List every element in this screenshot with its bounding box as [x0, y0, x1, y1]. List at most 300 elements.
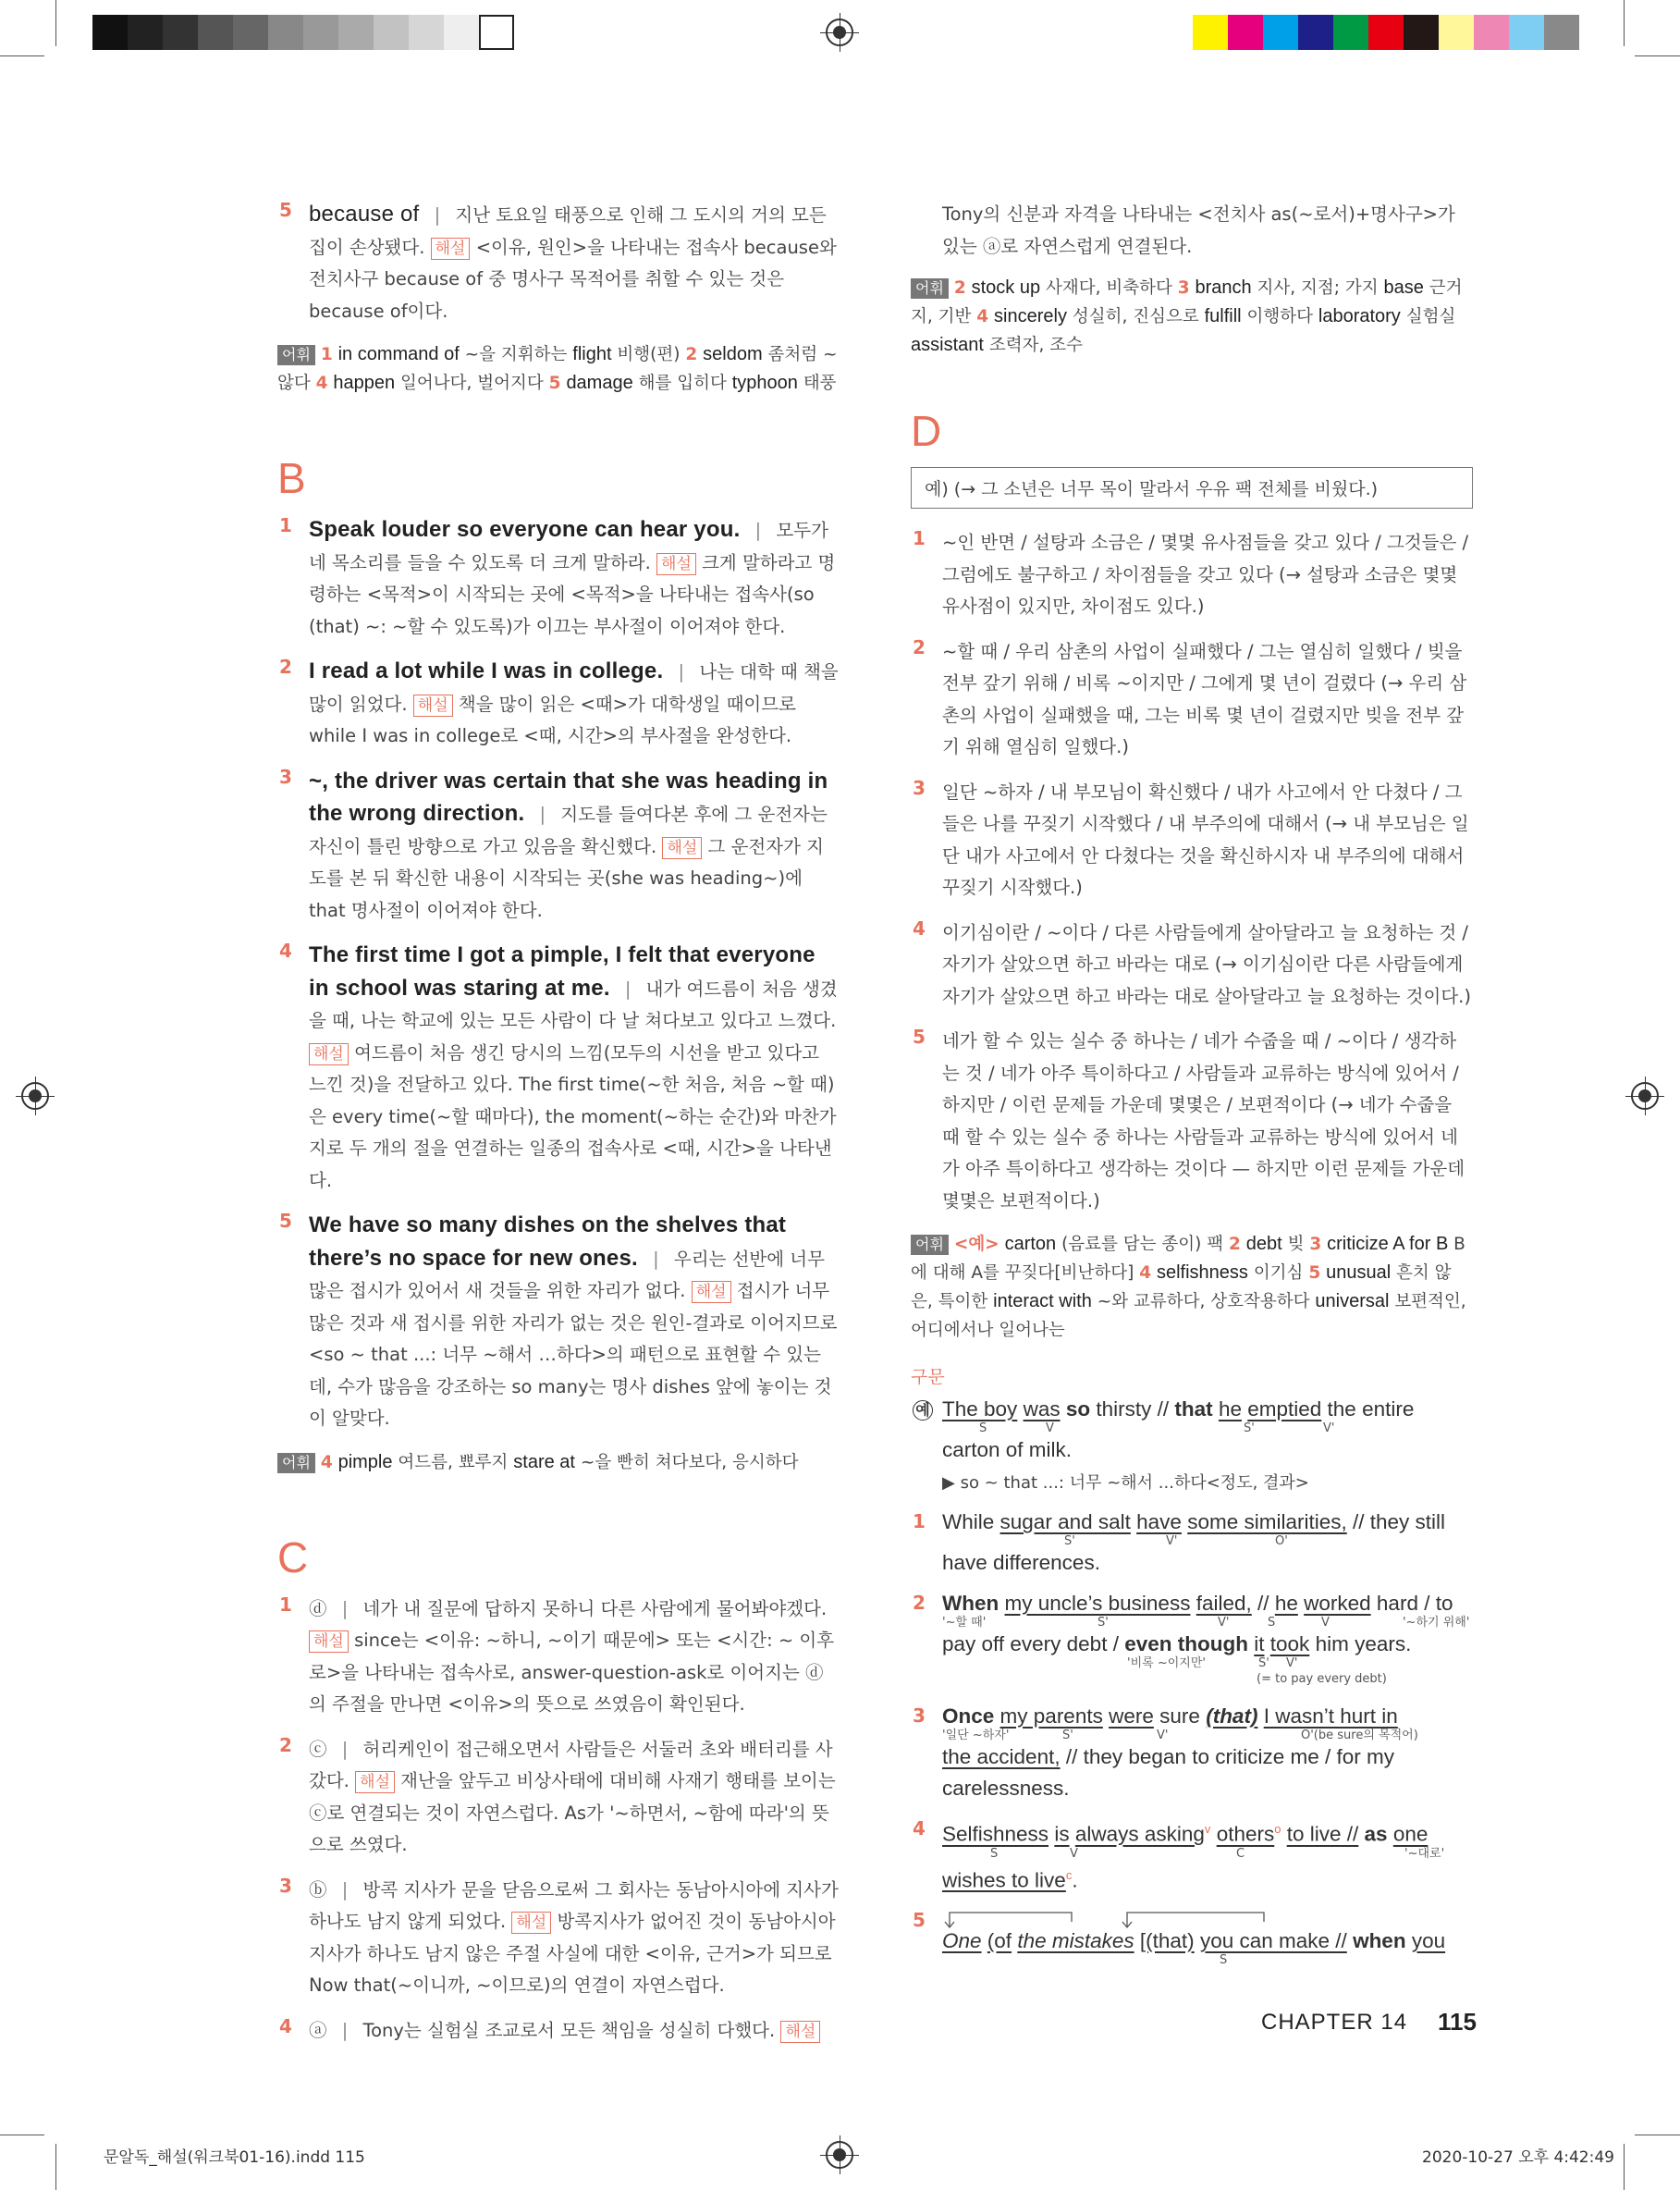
- example-mark: 예: [913, 1400, 933, 1421]
- vocab-def: 근거지, 기반: [911, 278, 1463, 326]
- swatch: [1474, 15, 1509, 50]
- syntax-word: the accident,: [942, 1745, 1061, 1768]
- translation: 네가 내 질문에 답하지 못하니 다른 사람에게 물어봐야겠다.: [362, 1597, 828, 1619]
- vocab-def: 지사, 지점; 가지: [1257, 278, 1379, 298]
- answer-c4: [277, 2015, 840, 2048]
- vocab-block-a: [277, 340, 840, 398]
- vocab-def: 태풍: [803, 374, 837, 393]
- object-mark: O'(be sure의 목적어): [1301, 1729, 1418, 1742]
- swatch: [338, 15, 374, 50]
- vocab-number: 2: [953, 278, 966, 298]
- vocab-tag: 어휘: [277, 1453, 315, 1473]
- explanation-tag: 해설: [309, 1630, 349, 1653]
- annotation-note: '~할 때': [942, 1616, 987, 1630]
- registration-mark: [21, 1082, 49, 1110]
- vocab-term: stare at: [513, 1451, 575, 1472]
- answer-b4: [277, 940, 840, 1197]
- annotation-note: '~대로': [1404, 1846, 1445, 1861]
- explanation: since는 <이유: ~하니, ~이기 때문에> 또는 <시간: ~ 이후로>을 나타내는 접속사로, answer-question-ask로 이어지는 ⓓ의 주절을 만나면 <이유>의 뜻으로 쓰였음이 확인된다.: [309, 1630, 835, 1715]
- vocab-def: (음료를 담는 종이) 팩: [1061, 1235, 1224, 1254]
- syntax-word: wishes to live: [942, 1868, 1066, 1891]
- vocab-term: criticize A for B: [1327, 1234, 1449, 1254]
- explanation: 여드름이 처음 생긴 당시의 느낌(모두의 시선을 받고 있다고 느낀 것)을 전달하고 있다. The first time(~한 처음, 처음 ~할 때)은 every time(~할 때마다), the moment(~하는 순간)와 마찬가지로 두 개의 절을 연결하는 일종의 접속사로 <때, 시간>을 나타낸다.: [309, 1041, 837, 1191]
- vocab-term: carton: [1004, 1234, 1057, 1254]
- registration-mark: [826, 2141, 853, 2169]
- divider: |: [341, 2019, 349, 2041]
- answer-text: [309, 766, 840, 928]
- syntax-word: my uncle’s business: [1004, 1592, 1191, 1615]
- divider: |: [678, 661, 685, 683]
- answer-english: because of: [309, 202, 420, 227]
- syntax-word: the entire: [1327, 1397, 1415, 1421]
- syntax-word: to live //: [1286, 1822, 1359, 1846]
- answer-d5: [911, 1026, 1473, 1217]
- item-number: 2: [913, 1592, 926, 1614]
- syntax-word: some similarities,: [1187, 1510, 1347, 1533]
- swatch: [374, 15, 409, 50]
- answer-text: [309, 2015, 840, 2048]
- verb-mark: V': [1286, 1656, 1298, 1670]
- section-heading-d: D: [911, 407, 942, 455]
- chapter-label: CHAPTER 14: [1261, 2010, 1408, 2035]
- swatch: [233, 15, 268, 50]
- syntax-line: [942, 1632, 1473, 1656]
- syntax-word: (that): [1206, 1704, 1258, 1728]
- item-number: 5: [913, 1026, 926, 1048]
- explanation: 재난을 앞두고 비상사태에 대비해 사재기 행태를 보이는 ⓒ로 연결되는 것이 자연스럽다. As가 '~하면서, ~함에 따라'의 뜻으로 쓰였다.: [309, 1770, 836, 1855]
- crop-mark: [1635, 55, 1680, 56]
- vocab-number: 4: [1139, 1263, 1152, 1283]
- swatch: [1193, 15, 1228, 50]
- syntax-line: [942, 1817, 1473, 1847]
- swatch: [303, 15, 338, 50]
- syntax-word: The boy: [942, 1397, 1018, 1421]
- answer-choice: ⓓ: [309, 1597, 327, 1619]
- syntax-item-5: [911, 1909, 1473, 1970]
- explanation-tag: 해설: [413, 695, 453, 717]
- syntax-word: the mistakes: [1017, 1929, 1134, 1952]
- answer-english: We have so many dishes on the shelves that there’s no space for new ones.: [309, 1212, 787, 1271]
- section-heading-b: B: [277, 454, 306, 502]
- vocab-def: 좀처럼 ~ 않다: [277, 345, 838, 393]
- item-number: 1: [279, 514, 292, 536]
- swatch: [1439, 15, 1474, 50]
- vocab-term: sincerely: [994, 306, 1067, 326]
- swatch: [444, 15, 479, 50]
- vocab-term: typhoon: [731, 373, 798, 393]
- vocab-term: flight: [572, 344, 612, 364]
- syntax-line: wishes to live$^c$.: [942, 1867, 1078, 1891]
- vocab-term: selfishness: [1156, 1262, 1248, 1283]
- swatch: [163, 15, 198, 50]
- answer-english: The first time I got a pimple, I felt that everyone in school was staring at me.: [309, 942, 815, 1001]
- syntax-word: [(that): [1139, 1929, 1195, 1952]
- syntax-word: worked: [1304, 1592, 1371, 1615]
- syntax-word: he: [1218, 1397, 1242, 1421]
- vocab-def: 여드름, 뾰루지: [398, 1452, 509, 1472]
- syntax-word: Selfishness: [942, 1822, 1049, 1846]
- subject-mark: S': [1062, 1729, 1073, 1742]
- syntax-word: my parents: [999, 1704, 1103, 1728]
- explanation-continued: Tony의 신분과 자격을 나타내는 <전치사 as(~로서)+명사구>가 있는 ⓐ로 자연스럽게 연결된다.: [942, 203, 1455, 257]
- vocab-term: interact with: [993, 1291, 1092, 1311]
- vocab-number: 4: [315, 374, 328, 393]
- item-number: 1: [279, 1593, 292, 1616]
- vocab-number: 4: [320, 1452, 333, 1472]
- annotation-note: '비록 ~이지만': [1127, 1656, 1206, 1670]
- explanation: 크게 말하라고 명령하는 <목적>이 시작되는 곳에 <목적>을 나타내는 접속사(so (that) ~: ~할 수 있도록)가 이끄는 부사절이 이어져야 한다.: [309, 551, 836, 637]
- syntax-item-2: [911, 1592, 1473, 1688]
- vocab-term: unusual: [1326, 1262, 1392, 1283]
- syntax-word: failed,: [1196, 1592, 1252, 1615]
- answer-a5: [277, 199, 840, 327]
- syntax-word: is: [1054, 1822, 1070, 1846]
- syntax-word: so: [1065, 1397, 1091, 1421]
- syntax-line: have differences.: [942, 1551, 1100, 1574]
- syntax-annotation: [942, 1616, 1473, 1632]
- syntax-word: thirsty //: [1096, 1397, 1170, 1421]
- syntax-annotation: [942, 1421, 1473, 1438]
- syntax-word: took: [1269, 1632, 1310, 1655]
- translation: 모두가 네 목소리를 들을 수 있도록 더 크게 말하라.: [309, 520, 828, 573]
- swatch: [1404, 15, 1439, 50]
- vocab-term: branch: [1195, 277, 1252, 298]
- vocab-term: stock up: [971, 277, 1041, 298]
- vocab-term: base: [1383, 277, 1424, 298]
- verb-mark: V': [1323, 1421, 1335, 1435]
- answer-text: [309, 656, 840, 753]
- registration-mark: [1631, 1082, 1659, 1110]
- syntax-word: him years.: [1315, 1632, 1412, 1655]
- verb-mark: V': [1166, 1534, 1178, 1548]
- answer-text: [309, 199, 840, 327]
- annotation-note: '일단 ~하자': [942, 1729, 1010, 1742]
- vocab-def: 이행하다: [1246, 307, 1313, 326]
- syntax-annotation: [942, 1534, 1473, 1551]
- syntax-annotation: [942, 1953, 1473, 1970]
- answer-d1: [911, 527, 1473, 623]
- vocab-number: 1: [320, 345, 333, 364]
- swatch: [409, 15, 444, 50]
- vocab-def: 조력자, 조수: [988, 336, 1083, 355]
- vocab-number: 2: [685, 345, 698, 364]
- syntax-item-4: [911, 1817, 1473, 1892]
- syntax-word: hard / to: [1376, 1592, 1453, 1615]
- divider: |: [341, 1597, 349, 1619]
- answer-text: [309, 1593, 840, 1721]
- vocab-block-b: [277, 1448, 840, 1477]
- arrow-line: [950, 1913, 1072, 1927]
- divider: |: [653, 1248, 659, 1270]
- item-number: 5: [279, 199, 292, 221]
- section-heading-c: C: [277, 1532, 309, 1581]
- vocab-term: assistant: [911, 335, 984, 355]
- object-mark: O': [1275, 1534, 1288, 1548]
- answer-text: 일단 ~하자 / 내 부모님이 확신했다 / 내가 사고에서 안 다쳤다 / 그들은 나를 꾸짖기 시작했다 / 내 부주의에 대해서 (→ 내 부모님은 일단 내가 사고에서 안 다쳤다는 것을 확신하시자 내 부주의에 대해서 꾸짖기 시작했다.): [942, 781, 1469, 898]
- crop-mark: [55, 2144, 56, 2190]
- complement-superscript: c: [1065, 1867, 1073, 1882]
- verb-mark: V: [1321, 1616, 1330, 1630]
- crop-mark: [1624, 0, 1625, 46]
- vocab-def: ~을 빤히 쳐다보다, 응시하다: [580, 1452, 799, 1472]
- syntax-word: // they began to criticize me / for my: [1065, 1745, 1394, 1768]
- answer-choice: ⓑ: [309, 1878, 327, 1901]
- translation: 방콕 지사가 문을 닫음으로써 그 회사는 동남아시아에 지사가 하나도 남지 않게 되었다.: [309, 1878, 839, 1932]
- subject-mark: S: [990, 1846, 999, 1861]
- swatch: [268, 15, 303, 50]
- explanation-tag: 해설: [692, 1281, 731, 1303]
- syntax-line: [942, 1929, 1473, 1953]
- syntax-word: While: [942, 1510, 995, 1533]
- answer-text: 이기심이란 / ~이다 / 다른 사람들에게 살아달라고 늘 요청하는 것 / 자기가 살았으면 하고 바라는 대로 (→ 이기심이란 다른 사람들에게 자기가 살았으면 하고 바라는 대로 살아달라고 늘 요청하는 것이다.): [942, 921, 1471, 1007]
- syntax-annotation: [942, 1656, 1473, 1688]
- vocab-def: 성실히, 진심으로: [1072, 307, 1199, 326]
- syntax-word: it: [1254, 1632, 1265, 1655]
- syntax-word: even though: [1124, 1632, 1248, 1655]
- vocab-def: 흔치 않은, 특이한: [911, 1263, 1452, 1311]
- answer-choice: ⓒ: [309, 1738, 327, 1760]
- explanation: 방콕지사가 없어진 것이 동남아시아 지사가 하나도 남지 않은 주절 사실에 대한 <이유, 근거>가 되므로 Now that(~이니까, ~이므로)의 연결이 자연스럽다.: [309, 1911, 836, 1996]
- item-number: 2: [913, 635, 926, 658]
- swatch: [198, 15, 233, 50]
- translation: 지난 토요일 태풍으로 인해 그 도시의 거의 모든 집이 손상됐다.: [309, 204, 827, 258]
- left-column: [277, 199, 840, 2060]
- vocab-number: 3: [1309, 1235, 1322, 1254]
- syntax-word: sugar and salt: [999, 1510, 1131, 1533]
- explanation: 책을 많이 읽은 <때>가 대학생일 때이므로 while I was in college로 <때, 시간>의 부사절을 완성한다.: [309, 693, 796, 746]
- swatch: [1509, 15, 1544, 50]
- syntax-word: when: [1353, 1929, 1406, 1952]
- subject-mark: S': [1244, 1421, 1255, 1435]
- syntax-heading: 구문: [911, 1367, 945, 1387]
- answer-b1: [277, 514, 840, 643]
- subject-mark: S: [979, 1421, 987, 1435]
- answer-b2: [277, 656, 840, 753]
- item-number: 4: [913, 1817, 926, 1839]
- syntax-word: sure: [1159, 1704, 1200, 1728]
- vocab-term: laboratory: [1318, 306, 1401, 326]
- vocab-def: 사재다, 비축하다: [1045, 278, 1172, 298]
- answer-text: [309, 1210, 840, 1435]
- item-number: 3: [913, 776, 926, 799]
- swatch: [92, 15, 128, 50]
- syntax-word: pay off every debt /: [942, 1632, 1119, 1655]
- verb-superscript: v: [1204, 1822, 1211, 1836]
- subject-mark: S': [1098, 1616, 1109, 1630]
- object-superscript: o: [1274, 1822, 1281, 1836]
- syntax-word: (of: [987, 1929, 1012, 1952]
- divider: |: [539, 804, 546, 825]
- vocab-def: 일어나다, 벌어지다: [400, 374, 544, 393]
- syntax-word: // they still: [1353, 1510, 1446, 1533]
- answer-c2: [277, 1734, 840, 1862]
- vocab-def: ~와 교류하다, 상호작용하다: [1097, 1292, 1310, 1311]
- subject-mark: S: [1268, 1616, 1276, 1630]
- syntax-word: you can make //: [1199, 1929, 1347, 1952]
- translation: 나는 대학 때 책을 많이 읽었다.: [309, 661, 839, 715]
- annotation-note: (= to pay every debt): [1257, 1672, 1387, 1686]
- syntax-item-1: [911, 1510, 1473, 1575]
- vocab-def: ~을 지휘하는: [464, 345, 568, 364]
- item-number: 4: [913, 917, 926, 940]
- divider: |: [341, 1878, 349, 1901]
- answer-d3: [911, 777, 1473, 904]
- syntax-word: one: [1392, 1822, 1429, 1846]
- vocab-def: 빚: [1287, 1235, 1305, 1254]
- explanation-tag: 해설: [662, 837, 702, 859]
- subject-mark: S: [1220, 1953, 1228, 1967]
- translation: 허리케인이 접근해오면서 사람들은 서둘러 초와 배터리를 사 갔다.: [309, 1738, 833, 1791]
- example-box: 예) (→ 그 소년은 너무 목이 말라서 우유 팩 전체를 비웠다.): [911, 467, 1473, 509]
- item-number: 3: [913, 1704, 926, 1727]
- verb-mark: V': [1157, 1729, 1169, 1742]
- vocab-tag: 어휘: [277, 345, 315, 365]
- answer-text: ~인 반면 / 설탕과 소금은 / 몇몇 유사점들을 갖고 있다 / 그것들은 / 그럼에도 불구하고 / 차이점들을 갖고 있다 (→ 설탕과 소금은 몇몇 유사점이 있지만, 차이점도 있다.): [942, 532, 1469, 617]
- vocab-number: <예>: [953, 1235, 999, 1254]
- vocab-def: B에 대해 A를 꾸짖다[비난하다]: [911, 1235, 1465, 1283]
- syntax-word: others: [1216, 1822, 1275, 1846]
- syntax-word: One: [942, 1929, 982, 1952]
- swatch: [1298, 15, 1333, 50]
- vocab-term: in command of: [337, 344, 460, 364]
- crop-mark: [0, 55, 44, 56]
- syntax-word: Once: [942, 1704, 995, 1728]
- syntax-word: was: [1023, 1397, 1061, 1421]
- syntax-word: were: [1109, 1704, 1154, 1728]
- answer-english: ~, the driver was certain that she was heading in the wrong direction.: [309, 768, 828, 826]
- item-number: 2: [279, 1733, 292, 1756]
- vocab-def: 해를 입히다: [638, 374, 727, 393]
- answer-text: [309, 940, 840, 1197]
- syntax-word: as: [1364, 1822, 1388, 1846]
- swatch: [1544, 15, 1579, 50]
- divider: |: [624, 978, 632, 1000]
- translation: 내가 여드름이 처음 생겼을 때, 나는 학교에 있는 모든 사람이 다 날 쳐다보고 있다고 느꼈다.: [309, 978, 838, 1031]
- syntax-line: [942, 1745, 1473, 1769]
- answer-english: I read a lot while I was in college.: [309, 658, 664, 683]
- item-number: 4: [279, 2014, 292, 2037]
- answer-d2: [911, 636, 1473, 764]
- vocab-block-d: [911, 1230, 1473, 1345]
- explanation: 접시가 너무 많은 것과 새 접시를 위한 자리가 없는 것은 원인-결과로 이어지므로 <so ~ that ...: 너무 ~해서 …하다>의 패턴으로 표현할 수 있는데, 수가 많음을 강조하는 so many는 명사 dishes 앞에 놓이는 것이 알맞다.: [309, 1280, 838, 1429]
- syntax-word: he: [1274, 1592, 1298, 1615]
- answer-text: [309, 1734, 840, 1862]
- vocab-def: 이기심: [1253, 1263, 1304, 1283]
- swatch: [479, 15, 514, 50]
- translation: 지도를 들여다본 후에 그 운전자는 자신이 틀린 방향으로 가고 있음을 확신했다.: [309, 804, 828, 857]
- syntax-word: have: [1136, 1510, 1182, 1533]
- vocab-number: 3: [1177, 278, 1190, 298]
- item-number: 3: [279, 765, 292, 788]
- vocab-number: 5: [548, 374, 561, 393]
- answer-text: [309, 514, 840, 643]
- answer-text: ~할 때 / 우리 삼촌의 사업이 실패했다 / 그는 열심히 일했다 / 빚을 전부 갚기 위해 / 비록 ~이지만 / 그에게 몇 년이 걸렸다 (→ 우리 삼촌의 사업이 실패했을 때, 그는 비록 몇 년이 걸렸지만 빚을 전부 갚기 위해 열심히 일했다.): [942, 640, 1467, 757]
- item-number: 5: [279, 1210, 292, 1232]
- answer-b3: [277, 766, 840, 928]
- complement-mark: C: [1236, 1846, 1245, 1861]
- divider: |: [434, 204, 441, 226]
- syntax-line: [942, 1510, 1473, 1534]
- answer-d4: [911, 917, 1473, 1014]
- subject-mark: S': [1064, 1534, 1075, 1548]
- subject-mark: S': [1258, 1656, 1269, 1670]
- explanation-tag: 해설: [656, 553, 696, 575]
- explanation-tag: 해설: [309, 1043, 349, 1065]
- syntax-line: [942, 1704, 1473, 1729]
- vocab-term: universal: [1315, 1291, 1390, 1311]
- divider: |: [754, 520, 762, 541]
- syntax-item-3: [911, 1704, 1473, 1801]
- registration-mark: [826, 18, 853, 46]
- vocab-term: seldom: [703, 344, 763, 364]
- vocab-number: 4: [976, 307, 989, 326]
- answer-c1: [277, 1593, 840, 1721]
- vocab-block-c: [911, 274, 1473, 360]
- syntax-annotation: [942, 1847, 1473, 1864]
- syntax-annotation: [942, 1729, 1473, 1745]
- syntax-word: always asking: [1074, 1822, 1205, 1846]
- explanation-tag: 해설: [355, 1771, 395, 1793]
- right-column: [911, 199, 1473, 1987]
- vocab-tag: 어휘: [911, 1235, 949, 1255]
- syntax-word: emptied: [1247, 1397, 1322, 1421]
- explanation: <이유, 원인>을 나타내는 접속사 because와 전치사구 because of 중 명사구 목적어를 취할 수 있는 것은 because of이다.: [309, 236, 837, 322]
- item-number: 5: [913, 1909, 926, 1931]
- arrow-line: [1127, 1913, 1264, 1927]
- divider: |: [341, 1738, 349, 1760]
- syntax-word: When: [942, 1592, 999, 1615]
- syntax-line: carelessness.: [942, 1777, 1070, 1800]
- syntax-line: carton of milk.: [942, 1438, 1073, 1461]
- swatch: [1263, 15, 1298, 50]
- syntax-line: [942, 1397, 1473, 1421]
- vocab-number: 5: [1308, 1263, 1321, 1283]
- explanation: 그 운전자가 지도를 본 뒤 확신한 내용이 시작되는 곳(she was heading~)에 that 명사절이 이어져야 한다.: [309, 835, 824, 921]
- vocab-term: damage: [566, 373, 633, 393]
- item-number: 2: [279, 656, 292, 678]
- vocab-def: 보편적인, 어디에서나 일어나는: [911, 1292, 1466, 1340]
- translation: 우리는 선반에 너무 많은 접시가 있어서 새 것들을 위한 자리가 없다.: [309, 1248, 825, 1301]
- answer-b5: [277, 1210, 840, 1435]
- translation: Tony는 실험실 조교로서 모든 책임을 성실히 다했다.: [362, 2019, 776, 2041]
- crop-mark: [1624, 2144, 1625, 2190]
- explanation-tag: 해설: [431, 238, 471, 260]
- swatch: [128, 15, 163, 50]
- answer-c3: [277, 1875, 840, 2002]
- item-number: 1: [913, 1510, 926, 1532]
- vocab-number: 2: [1229, 1235, 1241, 1254]
- vocab-def: 실험실: [1405, 307, 1456, 326]
- verb-mark: V': [1218, 1616, 1230, 1630]
- syntax-example: [911, 1397, 1473, 1494]
- answer-text: 네가 할 수 있는 실수 중 하나는 / 네가 수줍을 때 / ~이다 / 생각하는 것 / 네가 아주 특이하다고 / 사람들과 교류하는 방식에 있어서 / 하지만 / 이런 문제들 가운데 몇몇은 / 보편적이다 (→ 네가 수줍을 때 할 수 있는 실수 중 하나는 사람들과 교류하는 방식에 있어서 네가 아주 특이하다고 생각하는 것이다 — 하지만 이런 문제들 가운데 몇몇은 보편적이다.): [942, 1030, 1465, 1212]
- annotation-note: '~하기 위해': [1403, 1616, 1470, 1630]
- answer-english: Speak louder so everyone can hear you.: [309, 517, 741, 542]
- syntax-word: I wasn’t hurt in: [1263, 1704, 1398, 1728]
- swatch: [1333, 15, 1368, 50]
- vocab-term: fulfill: [1204, 306, 1242, 326]
- syntax-word: //: [1257, 1592, 1269, 1615]
- modifier-arrows: [942, 1909, 1275, 1929]
- item-number: 4: [279, 940, 292, 962]
- slug-filename: 문알독_해설(워크북01-16).indd 115: [104, 2148, 365, 2167]
- answer-choice: ⓐ: [309, 2019, 327, 2041]
- syntax-line: [942, 1592, 1473, 1616]
- slug-datetime: 2020-10-27 오후 4:42:49: [1422, 2148, 1614, 2167]
- crop-mark: [55, 0, 56, 46]
- vocab-term: happen: [333, 373, 396, 393]
- vocab-term: pimple: [337, 1451, 393, 1472]
